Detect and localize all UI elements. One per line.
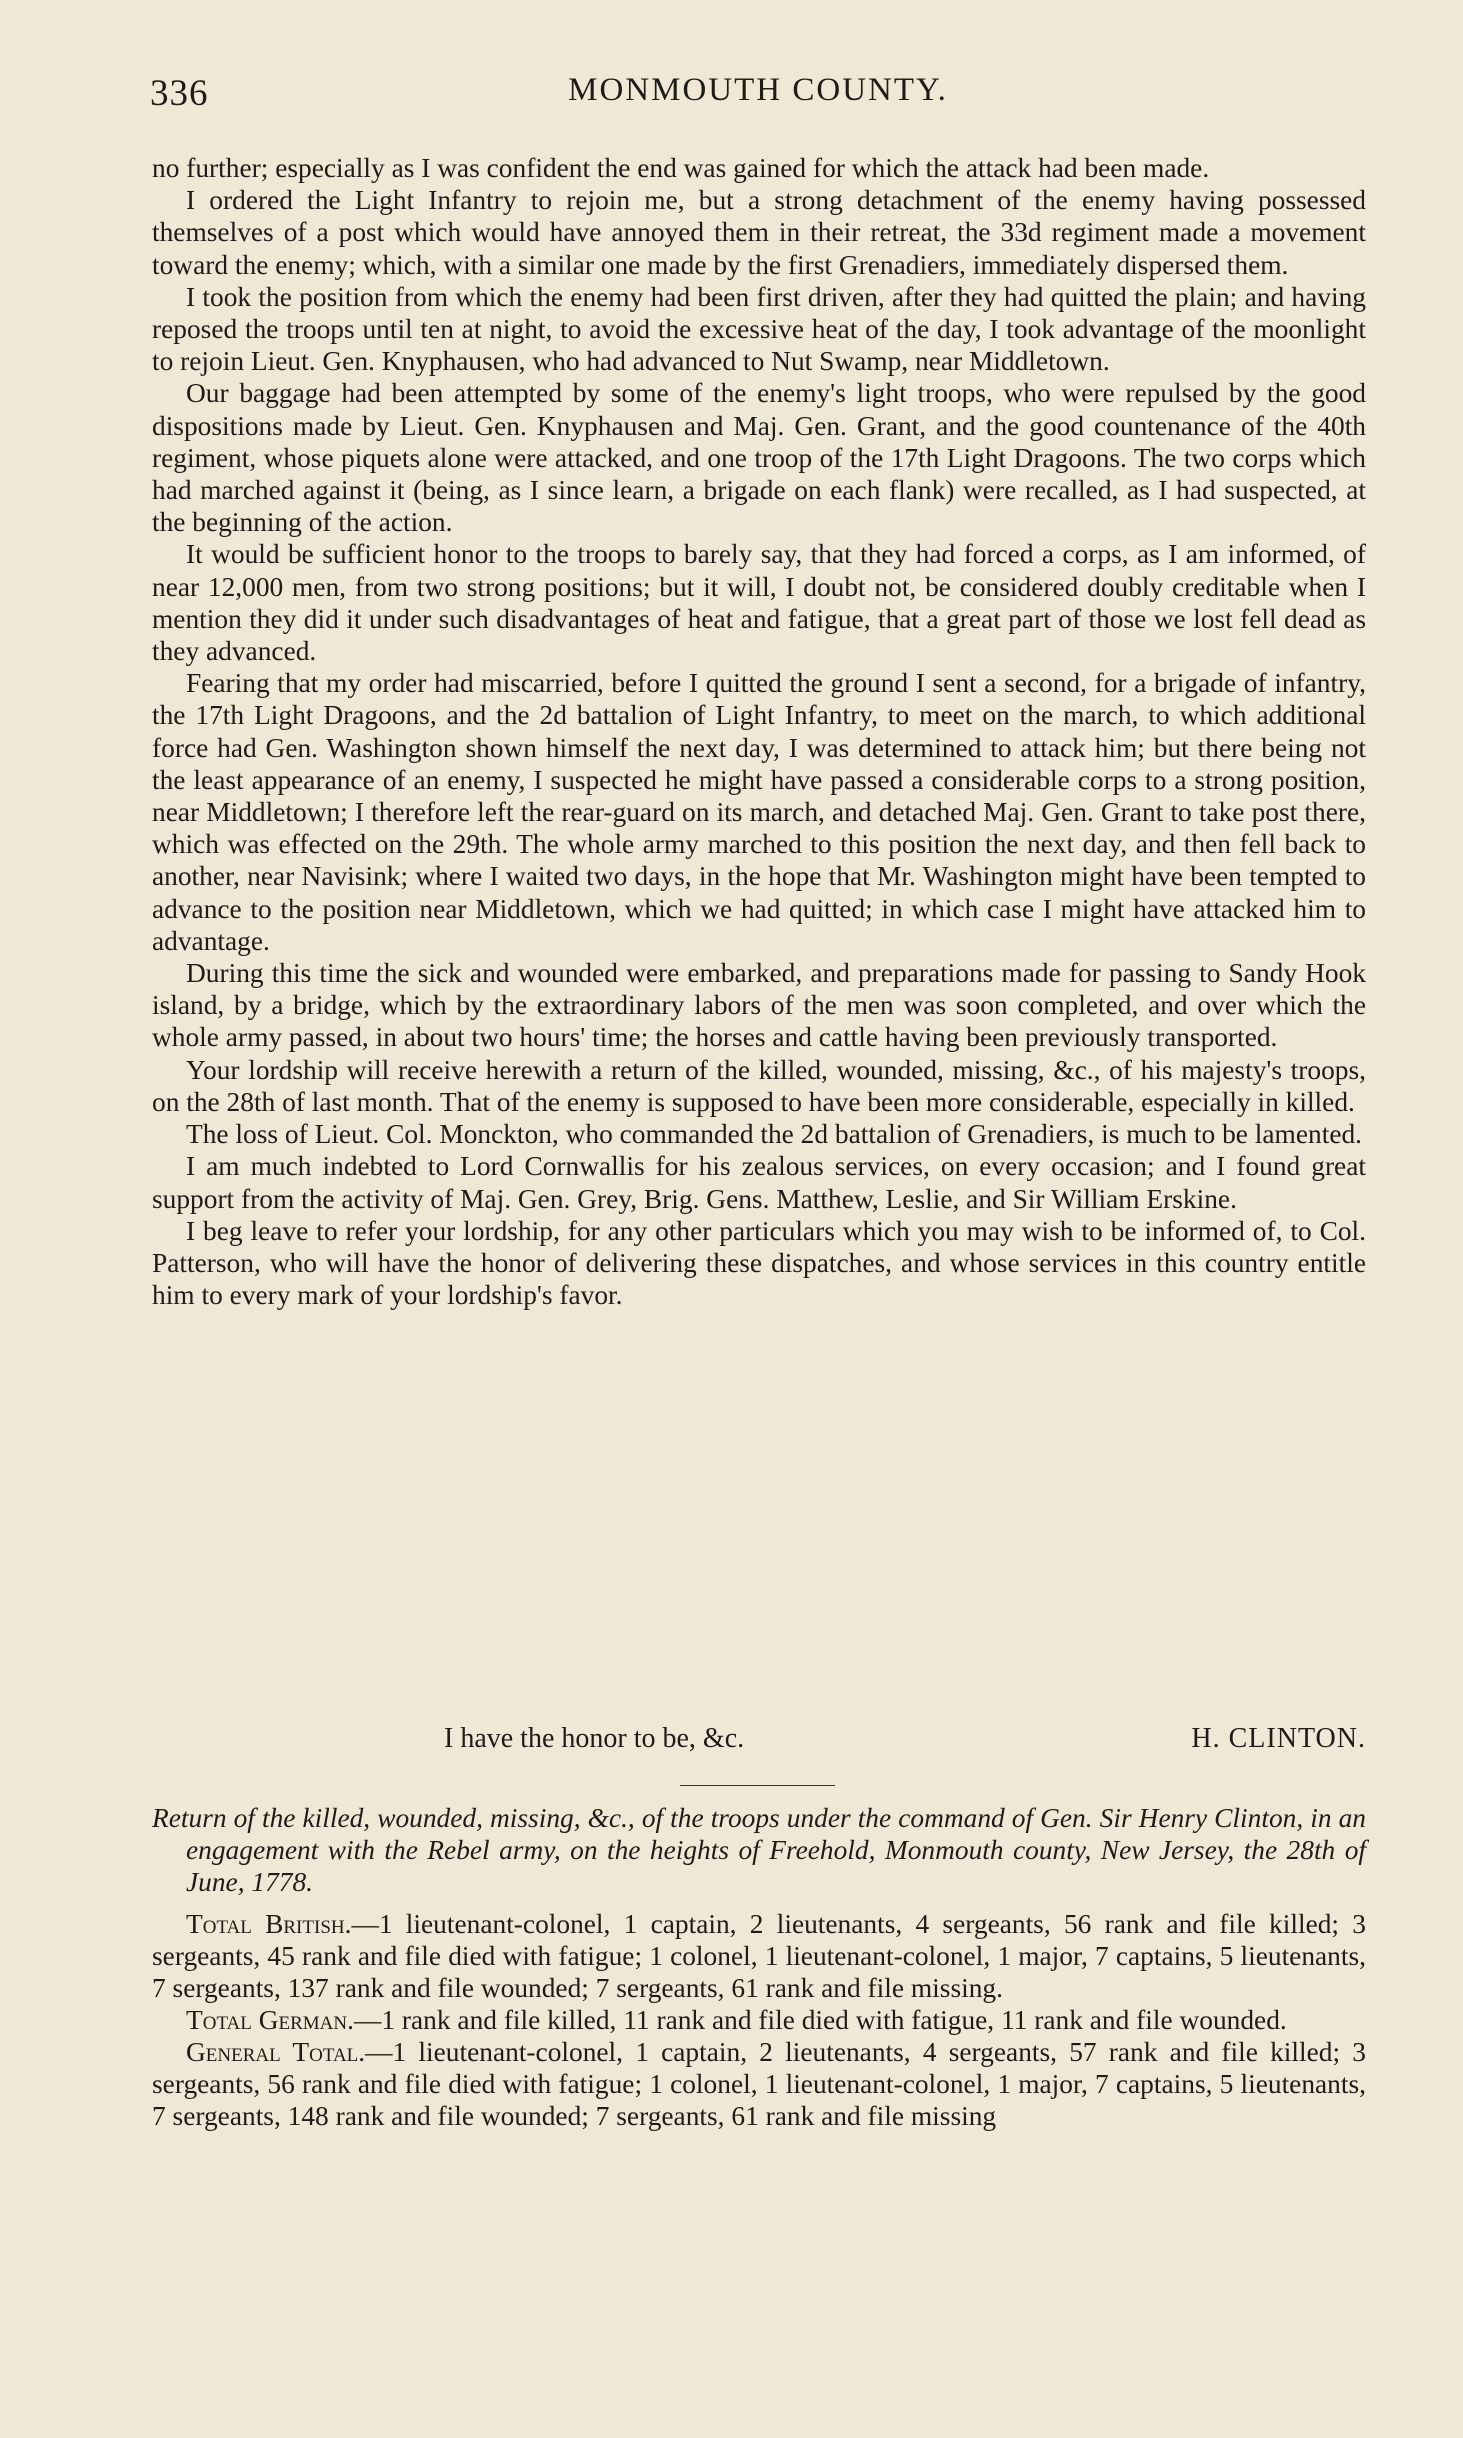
paragraph: I ordered the Light Infantry to rejoin me, but a strong detachment of the enemy having possessed themselves of a post which would have annoyed them in their retreat, the 33d regiment made a movement toward the enemy; which, with a similar one made by the first Grenadiers, immediately dispersed them.	[152, 185, 1366, 280]
paragraph: no further; especially as I was confident the end was gained for which the attack had been made.	[152, 153, 1210, 183]
return-text: —1 lieutenant-colonel, 1 captain, 2 lieutenants, 4 sergeants, 56 rank and file killed; 3 sergeants, 45 rank and file died with fatigue; 1 colonel, 1 lieutenant-colonel, 1 major, 7 captains, 5 lieutenants, 7 sergeants, 137 rank and file wounded; 7 sergeants, 61 rank and file missing.	[152, 1909, 1366, 2003]
paragraph: I took the position from which the enemy had been first driven, after they had quitted the plain; and having reposed the troops until ten at night, to avoid the excessive heat of the day, I took advantage of the moonlight to rejoin Lieut. Gen. Knyphausen, who had advanced to Nut Swamp, near Middletown.	[152, 281, 1366, 377]
paragraph: Our baggage had been attempted by some of the enemy's light troops, who were repulsed by the good dispositions made by Lieut. Gen. Knyphausen and Maj. Gen. Grant, and the good countenance of the 40th regiment, whose piquets alone were attacked, and one troop of the 17th Light Dragoons. The two corps which had marched against it (being, as I since learn, a brigade on each flank) were recalled, as I had suspected, at the beginning of the action.	[152, 378, 1366, 538]
return-label: Total British.	[186, 1909, 352, 1939]
paragraph: Your lordship will receive herewith a return of the killed, wounded, missing, &c., of his majesty's troops, on the 28th of last month. That of the enemy is supposed to have been more considerable, especially in killed.	[152, 1054, 1366, 1117]
return-label: Total German.	[186, 2005, 354, 2035]
return-caption	[152, 1802, 1366, 1898]
page-header	[150, 72, 1366, 122]
return-caption-text: Return of the killed, wounded, missing, &c., of the troops under the command of Gen. Sir Henry Clinton, in an engagement with the Rebel army, on the heights of Freehold, Monmouth county, New Jersey, the 28th of June, 1778.	[152, 1803, 1366, 1897]
letter-closing	[152, 1723, 1366, 1763]
section-divider	[680, 1785, 835, 1786]
casualty-returns	[152, 1908, 1366, 2132]
paragraph: I beg leave to refer your lordship, for any other particulars which you may wish to be informed of, to Col. Patterson, who will have the honor of delivering these dispatches, and whose services in this country entitle him to every mark of your lordship's favor.	[152, 1215, 1366, 1311]
return-entry	[152, 1908, 1366, 2004]
return-text: —1 rank and file killed, 11 rank and file died with fatigue, 11 rank and file wounded.	[353, 2005, 1287, 2035]
return-entry	[152, 2004, 1366, 2036]
return-text: —1 lieutenant-colonel, 1 captain, 2 lieutenants, 4 sergeants, 57 rank and file killed; 3 sergeants, 56 rank and file died with fatigue; 1 colonel, 1 lieutenant-colonel, 1 major, 7 captains, 5 lieutenants, 7 sergeants, 148 rank and file wounded; 7 sergeants, 61 rank and file missing	[152, 2037, 1366, 2131]
paragraph: The loss of Lieut. Col. Monckton, who commanded the 2d battalion of Grenadiers, is much to be lamented.	[186, 1119, 1363, 1150]
closing-salutation: I have the honor to be, &c.	[444, 1723, 745, 1754]
paragraph: I am much indebted to Lord Cornwallis for his zealous services, on every occasion; and I found great support from the activity of Maj. Gen. Grey, Brig. Gens. Matthew, Leslie, and Sir William Erskine.	[152, 1151, 1366, 1214]
paragraph: Fearing that my order had miscarried, before I quitted the ground I sent a second, for a brigade of infantry, the 17th Light Dragoons, and the 2d battalion of Light Infantry, to meet on the march, to which additional force had Gen. Washington shown himself the next day, I was determined to attack him; but there being not the least appearance of an enemy, I suspected he might have passed a considerable corps to a strong position, near Middletown; I therefore left the rear-guard on its march, and detached Maj. Gen. Grant to take post there, which was effected on the 29th. The whole army marched to this position the next day, and then fell back to another, near Navisink; where I waited two days, in the hope that Mr. Washington might have been tempted to advance to the position near Middletown, which we had quitted; in which case I might have attacked him to advantage.	[152, 668, 1366, 956]
return-entry	[152, 2036, 1366, 2132]
signature: H. CLINTON.	[1191, 1723, 1366, 1754]
running-head: MONMOUTH COUNTY.	[568, 72, 948, 108]
page-number: 336	[150, 73, 209, 114]
return-label: General Total.	[186, 2037, 366, 2067]
letter-body	[152, 152, 1366, 1311]
paragraph: During this time the sick and wounded were embarked, and preparations made for passing to Sandy Hook island, by a bridge, which by the extraordinary labors of the men was soon completed, and over which the whole army passed, in about two hours' time; the horses and cattle having been previously transported.	[152, 958, 1366, 1053]
paragraph: It would be sufficient honor to the troops to barely say, that they had forced a corps, as I am informed, of near 12,000 men, from two strong positions; but it will, I doubt not, be considered doubly creditable when I mention they did it under such disadvantages of heat and fatigue, that a great part of those we lost fell dead as they advanced.	[152, 539, 1366, 667]
